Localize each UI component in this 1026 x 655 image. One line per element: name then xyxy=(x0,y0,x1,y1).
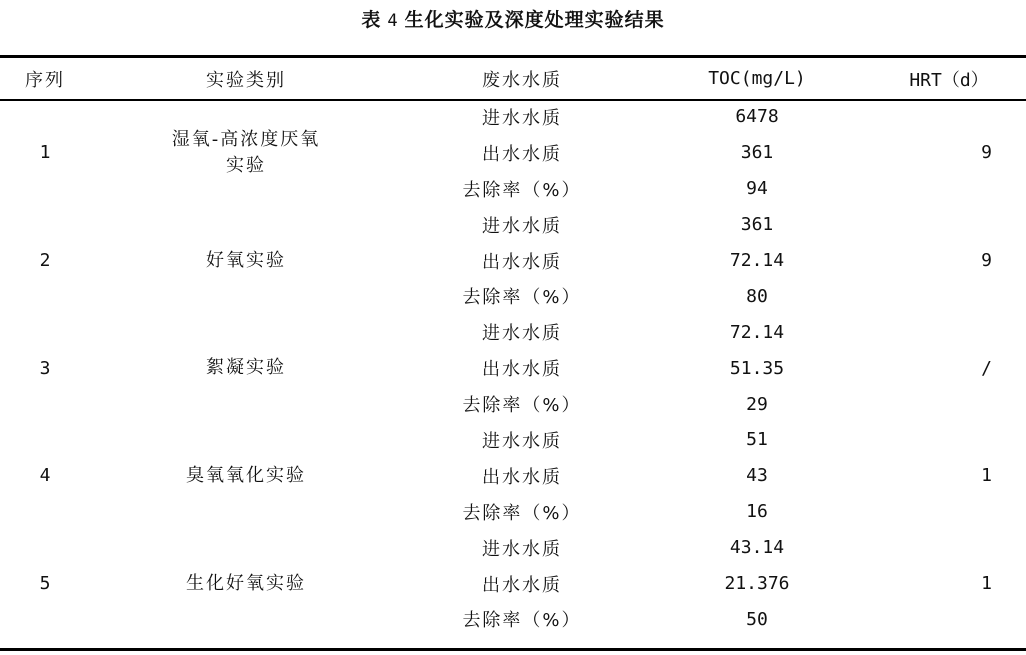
cell-hrt: / xyxy=(981,357,992,379)
cell-quality: 进水水质 xyxy=(482,430,562,452)
cell-category xyxy=(90,207,402,315)
cell-quality: 出水水质 xyxy=(482,143,562,165)
cell-toc: 72.14 xyxy=(729,250,785,271)
category-line: 生化好氧实验 xyxy=(186,572,306,594)
cell-toc: 29 xyxy=(746,393,768,415)
cell-hrt: 9 xyxy=(981,142,992,164)
header-category: 实验类别 xyxy=(206,69,286,91)
cell-toc: 43.14 xyxy=(729,537,785,559)
cell-toc: 361 xyxy=(740,214,774,236)
header-hrt: HRT（d） xyxy=(909,69,989,91)
cell-quality: 去除率（%） xyxy=(462,610,582,632)
results-table xyxy=(0,58,1026,637)
category-line: 好氧实验 xyxy=(206,249,286,271)
cell-toc: 72.14 xyxy=(729,321,785,343)
cell-toc: 43 xyxy=(746,465,768,487)
table-row xyxy=(0,314,1026,350)
cell-seq: 2 xyxy=(39,250,51,271)
cell-category xyxy=(90,99,402,207)
table-row xyxy=(0,530,1026,566)
cell-quality: 进水水质 xyxy=(482,323,562,345)
cell-toc: 361 xyxy=(740,142,774,164)
table-caption xyxy=(0,0,1026,40)
cell-toc: 51.35 xyxy=(729,357,785,379)
table-row xyxy=(0,207,1026,243)
caption-label: 表 xyxy=(361,9,382,31)
category-line: 湿氧-高浓度厌氧 xyxy=(171,128,321,150)
cell-toc: 50 xyxy=(746,608,768,630)
cell-quality: 去除率（%） xyxy=(462,179,582,201)
cell-quality: 进水水质 xyxy=(482,107,562,129)
cell-toc: 6478 xyxy=(735,106,779,128)
cell-category xyxy=(90,530,402,638)
cell-quality: 去除率（%） xyxy=(462,287,582,309)
cell-toc: 21.376 xyxy=(724,573,790,595)
table-body xyxy=(0,99,1026,637)
cell-toc: 51 xyxy=(746,429,768,451)
cell-toc: 16 xyxy=(746,501,768,523)
cell-category xyxy=(90,314,402,422)
cell-seq: 1 xyxy=(39,142,51,164)
cell-seq: 5 xyxy=(39,573,51,595)
bottom-rule xyxy=(0,648,1026,651)
cell-quality: 出水水质 xyxy=(482,574,562,596)
header-toc: TOC(mg/L) xyxy=(708,68,806,89)
cell-toc: 94 xyxy=(746,178,768,200)
cell-quality: 去除率（%） xyxy=(462,395,582,417)
category-line: 絮凝实验 xyxy=(206,357,286,379)
cell-seq: 4 xyxy=(39,465,51,487)
category-line: 实验 xyxy=(226,154,266,176)
caption-number: 4 xyxy=(387,11,399,31)
cell-category xyxy=(90,422,402,530)
table-row xyxy=(0,99,1026,135)
header-quality: 废水水质 xyxy=(482,69,562,91)
header-seq: 序列 xyxy=(25,69,65,91)
cell-seq: 3 xyxy=(39,357,51,379)
table-row xyxy=(0,422,1026,458)
cell-hrt: 1 xyxy=(981,573,992,595)
cell-quality: 出水水质 xyxy=(482,359,562,381)
caption-title: 生化实验及深度处理实验结果 xyxy=(404,9,665,31)
category-line: 臭氧氧化实验 xyxy=(186,464,306,486)
cell-toc: 80 xyxy=(746,285,768,307)
cell-quality: 进水水质 xyxy=(482,215,562,237)
header-row xyxy=(0,58,1026,99)
cell-quality: 出水水质 xyxy=(482,466,562,488)
cell-hrt: 9 xyxy=(981,250,992,271)
cell-hrt: 1 xyxy=(981,465,992,487)
cell-quality: 去除率（%） xyxy=(462,502,582,524)
cell-quality: 进水水质 xyxy=(482,538,562,560)
cell-quality: 出水水质 xyxy=(482,251,562,273)
